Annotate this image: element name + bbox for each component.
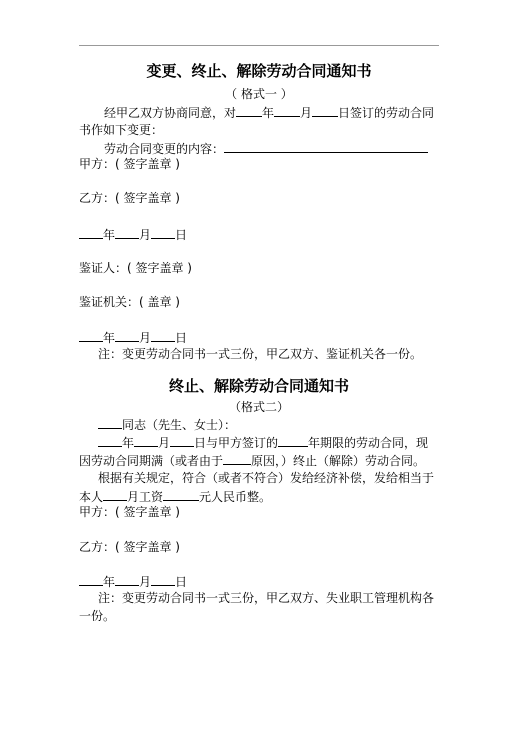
paragraph-compensation: 根据有关规定，符合（或者不符合）发给经济补偿，发给相当于 [98,471,435,485]
blank-reason [223,453,251,465]
blank-day [312,105,338,117]
title-format-1: 变更、终止、解除劳动合同通知书 [146,62,372,80]
witness-signature: 鉴证人：( 签字盖章 ) [79,261,192,275]
party-a-signature-2: 甲方：( 签字盖章 ) [79,505,180,519]
blank-year [236,105,262,117]
note-format-1: 注：变更劳动合同书一式三份，甲乙双方、鉴证机关各一份。 [98,347,423,361]
date-line-3: 年 月 日 [79,574,187,589]
title-format-2: 终止、解除劳动合同通知书 [168,377,349,395]
addressee-line: 同志（先生、女士）： [98,417,236,432]
party-a-signature: 甲方：( 签字盖章 ) [79,157,180,171]
party-b-signature-2: 乙方：( 签字盖章 ) [79,540,180,554]
header-rule [79,45,439,46]
blank-term-years [278,435,308,447]
blank-amount [163,489,199,501]
paragraph-termination-line2: 因劳动合同期满（或者由于 原因，）终止（解除）劳动合同。 [79,454,426,468]
witness-org-seal: 鉴证机关：( 盖章 ) [79,295,180,309]
date-line-2: 年 月 日 [79,330,187,345]
note-format-2-line2: 一份。 [79,609,116,623]
paragraph-compensation-line2: 本人 月工资 元人民币整。 [79,490,272,504]
format-2-label: （格式二） [228,400,289,414]
blank-month [274,105,300,117]
paragraph-termination: 年 月 日与甲方签订的 年期限的劳动合同，现 [98,435,428,450]
change-content-line: 劳动合同变更的内容： [104,141,428,156]
blank-name [98,417,122,429]
party-b-signature: 乙方：( 签字盖章 ) [79,191,180,205]
blank-months [103,489,127,501]
blank-change-content [224,141,428,153]
paragraph-agreement-line2: 书作如下变更： [79,123,164,137]
paragraph-agreement: 经甲乙双方协商同意，对 年 月 日签订的劳动合同 [104,106,435,120]
format-1-label: （ 格式一 ） [225,87,293,101]
date-line-1: 年 月 日 [79,227,187,242]
note-format-2: 注：变更劳动合同书一式三份，甲乙双方、失业职工管理机构各 [98,591,435,605]
